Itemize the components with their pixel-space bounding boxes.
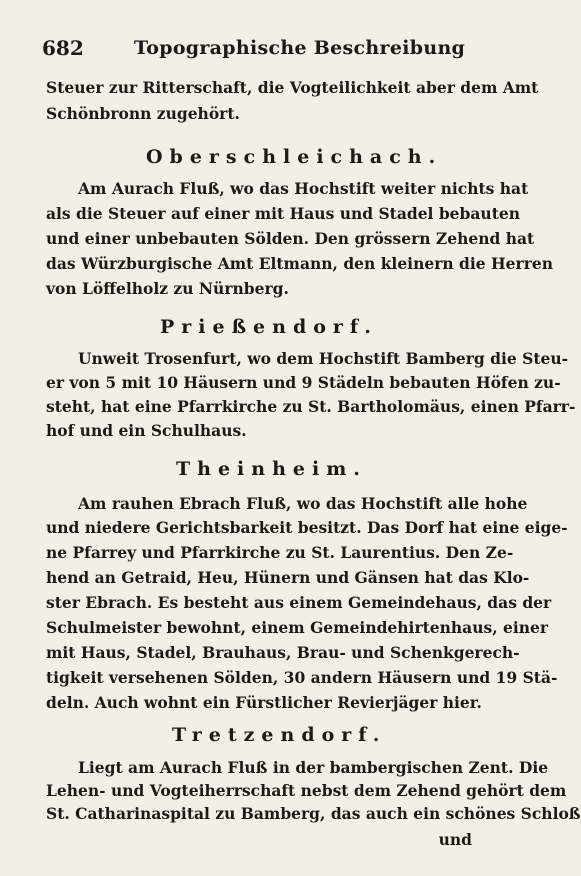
section-heading: Theinheim. xyxy=(176,458,367,480)
text-line: Unweit Trosenfurt, wo dem Hochstift Bamberg die Steu- xyxy=(78,349,569,368)
text-line: und einer unbebauten Sölden. Den grössern Zehend hat xyxy=(46,229,535,248)
text-line: tigkeit versehenen Sölden, 30 andern Häusern und 19 Stä- xyxy=(46,668,558,687)
text-line: Schönbronn zugehört. xyxy=(46,104,240,123)
text-line: das Würzburgische Amt Eltmann, den kleinern die Herren xyxy=(46,254,553,273)
text-line: Lehen- und Vogteiherrschaft nebst dem Zehend gehört dem xyxy=(46,781,567,800)
text-line: mit Haus, Stadel, Brauhaus, Brau- und Schenkgerech- xyxy=(46,643,520,662)
page-number: 682 xyxy=(42,36,84,60)
running-title: Topographische Beschreibung xyxy=(134,37,466,59)
text-line: von Löffelholz zu Nürnberg. xyxy=(46,279,289,298)
text-line: Am rauhen Ebrach Fluß, wo das Hochstift alle hohe xyxy=(78,494,528,513)
text-line: deln. Auch wohnt ein Fürstlicher Revierjäger hier. xyxy=(46,693,482,712)
page-header xyxy=(42,36,482,66)
text-line: er von 5 mit 10 Häusern und 9 Städeln bebauten Höfen zu- xyxy=(46,373,561,392)
text-line: als die Steuer auf einer mit Haus und Stadel bebauten xyxy=(46,204,520,223)
text-line: ne Pfarrey und Pfarrkirche zu St. Laurentius. Den Ze- xyxy=(46,543,514,562)
text-line: Am Aurach Fluß, wo das Hochstift weiter nichts hat xyxy=(78,179,529,198)
catchword: und xyxy=(438,830,472,849)
section-heading: Oberschleichach. xyxy=(146,146,443,168)
text-line: St. Catharinaspital zu Bamberg, das auch ein schönes Schloß xyxy=(46,804,581,823)
text-line: Steuer zur Ritterschaft, die Vogteilichkeit aber dem Amt xyxy=(46,78,539,97)
text-line: steht, hat eine Pfarrkirche zu St. Bartholomäus, einen Pfarr- xyxy=(46,397,576,416)
text-line: hend an Getraid, Heu, Hünern und Gänsen hat das Klo- xyxy=(46,568,530,587)
section-heading: Tretzendorf. xyxy=(172,724,387,746)
text-line: Schulmeister bewohnt, einem Gemeindehirtenhaus, einer xyxy=(46,618,549,637)
text-line: hof und ein Schulhaus. xyxy=(46,421,247,440)
section-heading: Prießendorf. xyxy=(160,316,379,338)
text-line: ster Ebrach. Es besteht aus einem Gemeindehaus, das der xyxy=(46,593,552,612)
text-line: und niedere Gerichtsbarkeit besitzt. Das Dorf hat eine eige- xyxy=(46,518,568,537)
text-line: Liegt am Aurach Fluß in der bambergischen Zent. Die xyxy=(78,758,549,777)
